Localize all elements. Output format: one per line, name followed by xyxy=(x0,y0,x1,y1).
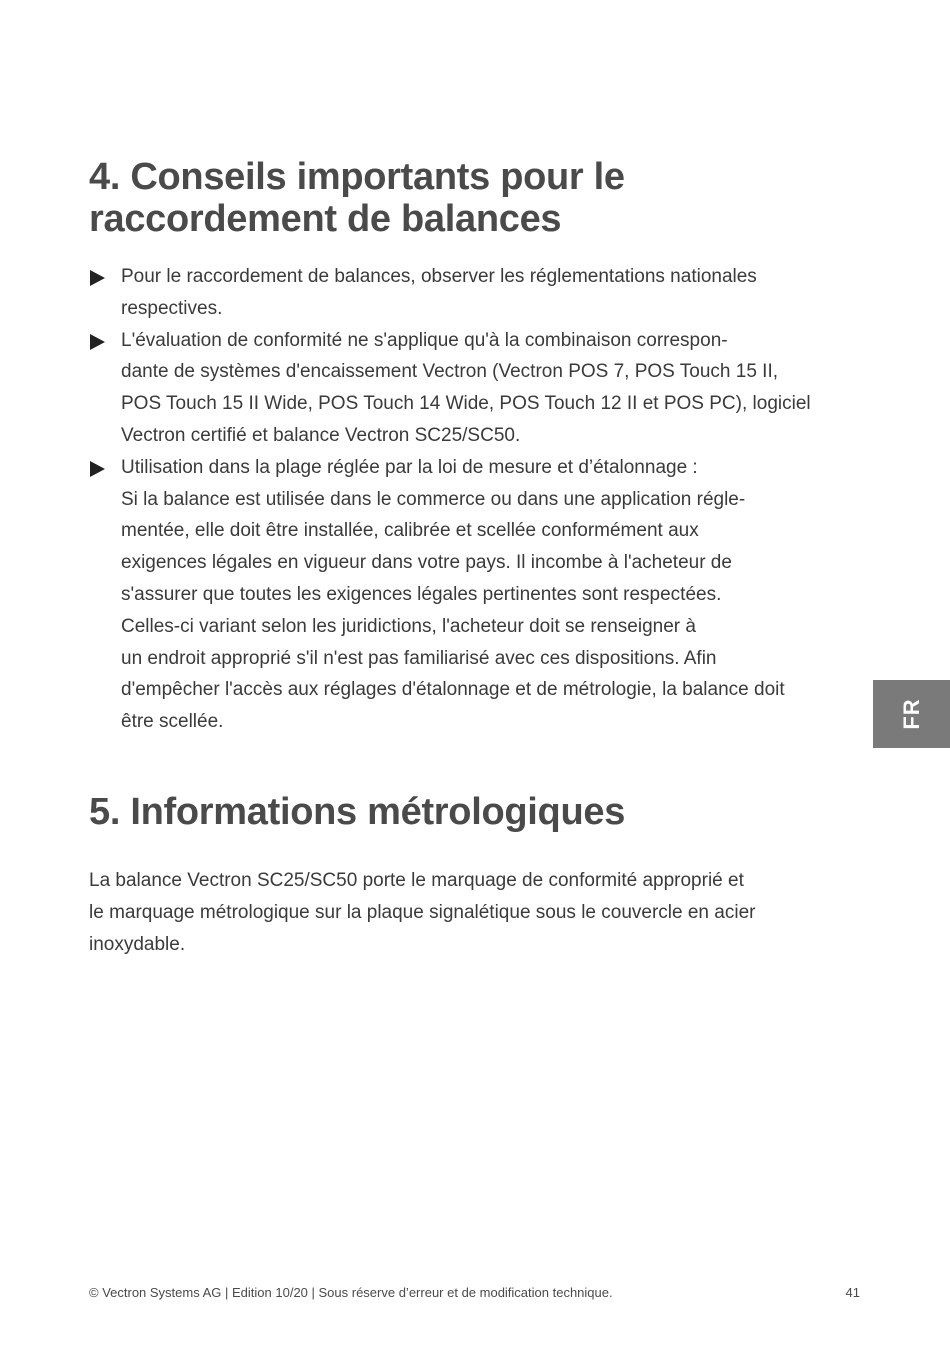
triangle-bullet-icon xyxy=(90,461,105,477)
bullet-text: L'évaluation de conformité ne s'applique qu'à la combinaison correspon- dante de systèmes d'encaissement Vectron (Vectron POS 7, POS Touch 15 II, POS Touch 15 II Wide, POS Touch 14 Wide, POS Touch 12 II et POS PC), logiciel Vectron certifié et balance Vectron SC25/SC50. xyxy=(121,329,811,446)
language-tab xyxy=(873,680,950,748)
footer-copyright: © Vectron Systems AG | Edition 10/20 | Sous réserve d’erreur et de modification technique. xyxy=(89,1285,613,1300)
triangle-bullet-icon xyxy=(90,334,105,350)
bullet-text: Utilisation dans la plage réglée par la loi de mesure et d’étalonnage : Si la balance est utilisée dans le commerce ou dans une application régle- mentée, elle doit être installée, calibrée et scellée conformément aux exigences légales en vigueur dans votre pays. Il incombe à l'acheteur de s'assurer que toutes les exigences légales pertinentes sont respectées. Celles-ci variant selon les juridictions, l'acheteur doit se renseigner à un endroit approprié s'il n'est pas familiarisé avec ces dispositions. Afin d'empêcher l'accès aux réglages d'étalonnage et de métrologie, la balance doit être scellée. xyxy=(121,456,785,733)
language-tab-label: FR xyxy=(898,698,924,730)
section-5-paragraph: La balance Vectron SC25/SC50 porte le marquage de conformité approprié et le marquage métrologique sur la plaque signalétique sous le couvercle en acier inoxydable. xyxy=(89,870,756,955)
bullet-item xyxy=(89,452,869,738)
section-5-heading: 5. Informations métrologiques xyxy=(89,791,626,833)
section-4-bullet-list xyxy=(89,261,869,738)
bullet-item xyxy=(89,261,869,325)
bullet-item xyxy=(89,325,869,452)
section-4-heading: 4. Conseils importants pour le raccordement de balances xyxy=(89,156,625,240)
triangle-bullet-icon xyxy=(90,270,105,286)
page-number: 41 xyxy=(845,1285,860,1300)
bullet-text: Pour le raccordement de balances, observer les réglementations nationales respectives. xyxy=(121,266,757,319)
